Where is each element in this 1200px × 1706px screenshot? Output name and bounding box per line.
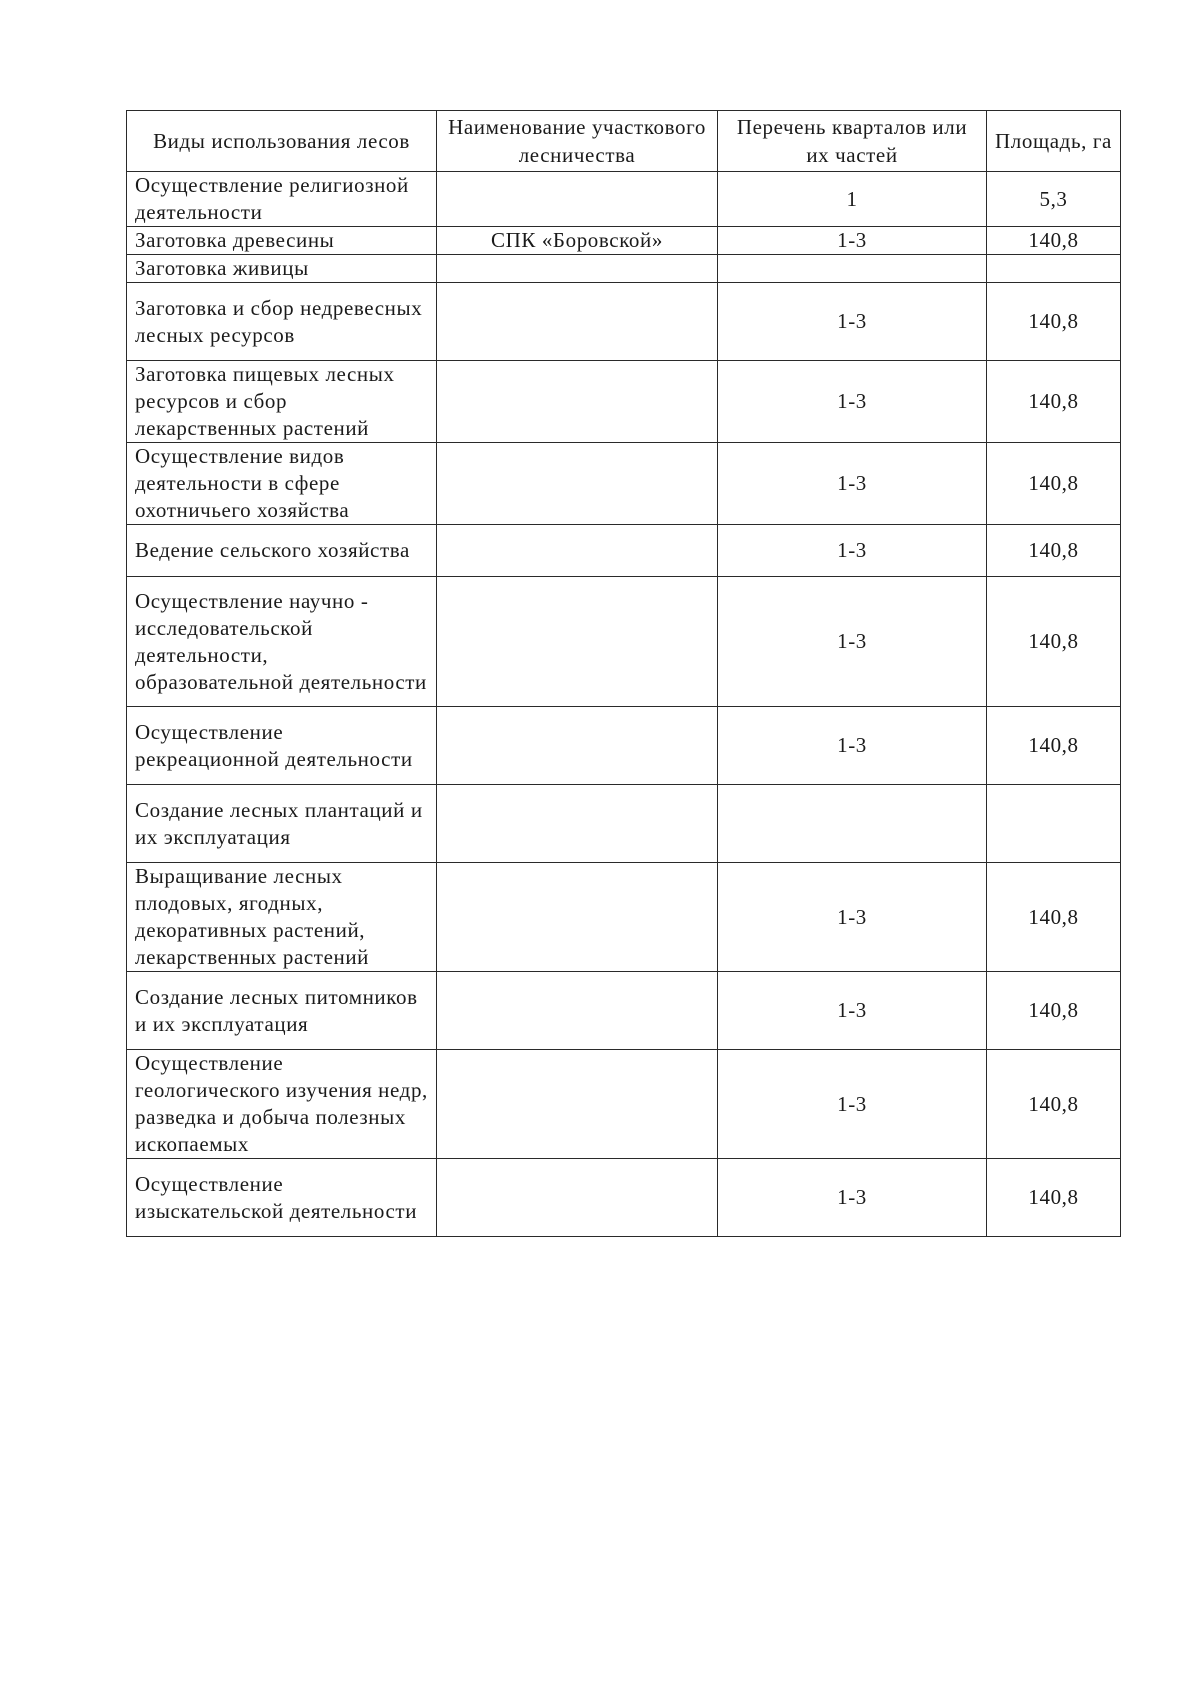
cell-forestry-name [437,443,718,525]
cell-blocks [718,255,987,283]
cell-use-type: Выращивание лесных плодовых, ягодных, декоративных растений, лекарственных растений [127,863,437,972]
cell-use-type: Ведение сельского хозяйства [127,525,437,577]
table-row [127,972,1121,1050]
cell-forestry-name [437,361,718,443]
cell-forestry-name [437,972,718,1050]
cell-use-type: Создание лесных плантаций и их эксплуатация [127,785,437,863]
cell-blocks: 1-3 [718,972,987,1050]
cell-use-type: Осуществление религиозной деятельности [127,172,437,227]
cell-blocks: 1-3 [718,1159,987,1237]
cell-use-type: Осуществление изыскательской деятельности [127,1159,437,1237]
cell-forestry-name: СПК «Боровской» [437,227,718,255]
cell-area: 140,8 [987,227,1121,255]
cell-forestry-name [437,255,718,283]
header-row [127,111,1121,172]
table-row [127,525,1121,577]
cell-area: 140,8 [987,1159,1121,1237]
cell-blocks: 1 [718,172,987,227]
table-row [127,577,1121,707]
cell-forestry-name [437,707,718,785]
cell-area [987,785,1121,863]
table-row [127,227,1121,255]
cell-area: 140,8 [987,972,1121,1050]
cell-area: 140,8 [987,577,1121,707]
cell-blocks [718,785,987,863]
table-header [127,111,1121,172]
header-use-type: Виды использования лесов [127,111,437,172]
table-row [127,172,1121,227]
table-row [127,785,1121,863]
cell-blocks: 1-3 [718,1050,987,1159]
table-row [127,1050,1121,1159]
cell-forestry-name [437,525,718,577]
cell-use-type: Заготовка древесины [127,227,437,255]
cell-area: 140,8 [987,707,1121,785]
header-forestry-name: Наименование участкового лесничества [437,111,718,172]
cell-use-type: Заготовка и сбор недревесных лесных ресурсов [127,283,437,361]
cell-use-type: Заготовка пищевых лесных ресурсов и сбор лекарственных растений [127,361,437,443]
cell-forestry-name [437,1159,718,1237]
table-row [127,361,1121,443]
cell-blocks: 1-3 [718,863,987,972]
cell-area [987,255,1121,283]
cell-blocks: 1-3 [718,443,987,525]
cell-blocks: 1-3 [718,525,987,577]
header-area: Площадь, га [987,111,1121,172]
cell-use-type: Заготовка живицы [127,255,437,283]
cell-area: 5,3 [987,172,1121,227]
cell-forestry-name [437,283,718,361]
cell-use-type: Осуществление видов деятельности в сфере охотничьего хозяйства [127,443,437,525]
table-body [127,172,1121,1237]
cell-area: 140,8 [987,361,1121,443]
cell-forestry-name [437,1050,718,1159]
cell-blocks: 1-3 [718,227,987,255]
cell-forestry-name [437,785,718,863]
forest-use-table [126,110,1121,1237]
cell-area: 140,8 [987,283,1121,361]
table-row [127,707,1121,785]
cell-area: 140,8 [987,525,1121,577]
table-row [127,1159,1121,1237]
cell-use-type: Осуществление научно - исследовательской деятельности, образовательной деятельности [127,577,437,707]
cell-forestry-name [437,863,718,972]
cell-blocks: 1-3 [718,707,987,785]
cell-blocks: 1-3 [718,283,987,361]
cell-area: 140,8 [987,1050,1121,1159]
header-blocks: Перечень кварталов или их частей [718,111,987,172]
table-row [127,443,1121,525]
cell-forestry-name [437,172,718,227]
cell-use-type: Осуществление рекреационной деятельности [127,707,437,785]
cell-blocks: 1-3 [718,577,987,707]
table-row [127,863,1121,972]
cell-forestry-name [437,577,718,707]
cell-use-type: Осуществление геологического изучения недр, разведка и добыча полезных ископаемых [127,1050,437,1159]
cell-area: 140,8 [987,443,1121,525]
cell-blocks: 1-3 [718,361,987,443]
cell-area: 140,8 [987,863,1121,972]
cell-use-type: Создание лесных питомников и их эксплуатация [127,972,437,1050]
table-row [127,255,1121,283]
table-row [127,283,1121,361]
